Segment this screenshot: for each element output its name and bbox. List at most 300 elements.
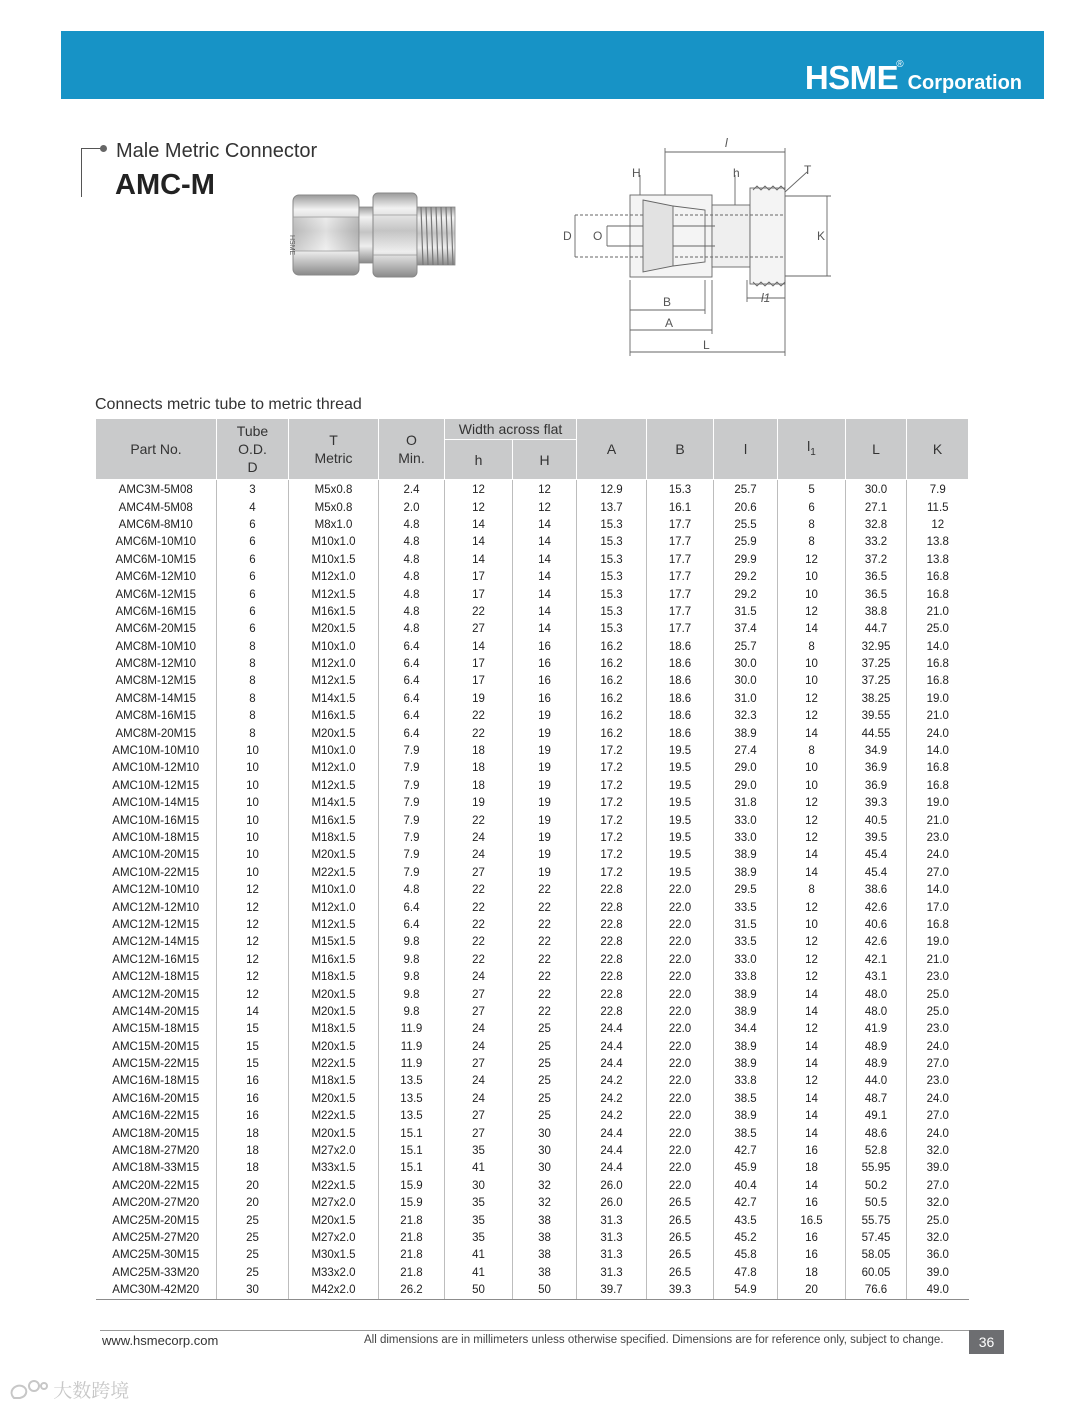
cell-h-big: 25 [513, 1073, 577, 1090]
cell-a: 22.8 [577, 934, 647, 951]
cell-o-min: 15.1 [379, 1160, 445, 1177]
table-row [96, 952, 969, 969]
cell-tube-od: 10 [217, 830, 289, 847]
footer-url[interactable]: www.hsmecorp.com [102, 1333, 219, 1348]
cell-L: 55.75 [846, 1212, 907, 1229]
cell-L: 76.6 [846, 1282, 907, 1300]
cell-L: 50.5 [846, 1195, 907, 1212]
cell-h-big: 22 [513, 899, 577, 916]
cell-h-big: 22 [513, 934, 577, 951]
col-header-h-big: H [513, 440, 577, 480]
cell-tube-od: 8 [217, 691, 289, 708]
cell-part-no: AMC12M-20M15 [96, 986, 217, 1003]
table-row [96, 778, 969, 795]
cell-h-small: 14 [445, 534, 513, 551]
cell-t-metric: M10x1.0 [289, 882, 379, 899]
cell-part-no: AMC10M-16M15 [96, 812, 217, 829]
cell-h-small: 17 [445, 656, 513, 673]
cell-L: 49.1 [846, 1108, 907, 1125]
cell-L: 39.3 [846, 795, 907, 812]
cell-o-min: 6.4 [379, 656, 445, 673]
cell-part-no: AMC10M-12M15 [96, 778, 217, 795]
cell-a: 16.2 [577, 639, 647, 656]
table-row [96, 1091, 969, 1108]
cell-o-min: 9.8 [379, 969, 445, 986]
cell-b: 26.5 [647, 1212, 714, 1229]
cell-L: 60.05 [846, 1265, 907, 1282]
cell-t-metric: M16x1.5 [289, 604, 379, 621]
cell-part-no: AMC15M-20M15 [96, 1039, 217, 1056]
cell-h-big: 19 [513, 778, 577, 795]
cell-tube-od: 12 [217, 952, 289, 969]
cell-k: 32.0 [926, 1145, 949, 1158]
table-row [96, 1073, 969, 1090]
cell-k: 16.8 [926, 779, 949, 792]
cell-part-no: AMC12M-18M15 [96, 969, 217, 986]
cell-h-big: 22 [513, 952, 577, 969]
cell-a: 15.3 [577, 604, 647, 621]
cell-l1: 16 [778, 1230, 846, 1247]
cell-l: 43.5 [714, 1212, 778, 1229]
table-row [96, 1056, 969, 1073]
cell-o-min: 13.5 [379, 1108, 445, 1125]
cell-l1: 12 [778, 708, 846, 725]
cell-o-min: 11.9 [379, 1021, 445, 1038]
cell-tube-od: 6 [217, 552, 289, 569]
cell-tube-od: 16 [217, 1073, 289, 1090]
cell-k: 25.0 [926, 1005, 949, 1018]
col-header-width-across-flat: Width across flat [445, 419, 577, 440]
cell-l: 33.8 [714, 969, 778, 986]
cell-L: 45.4 [846, 865, 907, 882]
cell-h-big: 14 [513, 534, 577, 551]
cell-a: 26.0 [577, 1178, 647, 1195]
cell-h-big: 19 [513, 725, 577, 742]
table-row [96, 1160, 969, 1177]
cell-a: 31.3 [577, 1230, 647, 1247]
table-row [96, 604, 969, 621]
cell-part-no: AMC18M-33M15 [96, 1160, 217, 1177]
cell-l: 34.4 [714, 1021, 778, 1038]
cell-k: 19.0 [926, 797, 949, 810]
cell-b: 26.5 [647, 1195, 714, 1212]
cell-t-metric: M14x1.5 [289, 795, 379, 812]
cell-k: 16.8 [926, 588, 949, 601]
cell-l1: 10 [778, 586, 846, 603]
cell-k: 25.0 [926, 1214, 949, 1227]
table-row [96, 1125, 969, 1142]
table-row [96, 1178, 969, 1195]
cell-o-min: 26.2 [379, 1282, 445, 1300]
cell-part-no: AMC15M-18M15 [96, 1021, 217, 1038]
cell-o-min: 15.1 [379, 1125, 445, 1142]
cell-h-small: 19 [445, 795, 513, 812]
cell-o-min: 7.9 [379, 865, 445, 882]
cell-part-no: AMC8M-16M15 [96, 708, 217, 725]
cell-l1: 12 [778, 812, 846, 829]
cell-part-no: AMC12M-16M15 [96, 952, 217, 969]
cell-L: 32.8 [846, 517, 907, 534]
cell-tube-od: 8 [217, 656, 289, 673]
cell-a: 22.8 [577, 917, 647, 934]
dim-label-D: D [563, 229, 572, 243]
cell-b: 15.3 [647, 480, 714, 500]
cell-tube-od: 6 [217, 517, 289, 534]
cell-a: 22.8 [577, 882, 647, 899]
cell-b: 26.5 [647, 1265, 714, 1282]
cell-h-small: 22 [445, 952, 513, 969]
cell-b: 22.0 [647, 1039, 714, 1056]
product-name: Male Metric Connector [116, 140, 318, 162]
cell-t-metric: M20x1.5 [289, 1125, 379, 1142]
page-number: 36 [969, 1330, 1004, 1354]
cell-b: 22.0 [647, 1021, 714, 1038]
cell-l1: 5 [778, 480, 846, 500]
cell-a: 15.3 [577, 621, 647, 638]
title-bracket [81, 148, 104, 197]
cell-o-min: 6.4 [379, 639, 445, 656]
table-row [96, 1265, 969, 1282]
cell-a: 15.3 [577, 569, 647, 586]
header-bar [61, 31, 1044, 99]
cell-tube-od: 6 [217, 586, 289, 603]
cell-l: 38.9 [714, 847, 778, 864]
cell-l: 31.8 [714, 795, 778, 812]
cell-b: 18.6 [647, 673, 714, 690]
cell-l1: 10 [778, 673, 846, 690]
cell-h-small: 22 [445, 725, 513, 742]
cell-part-no: AMC25M-33M20 [96, 1265, 217, 1282]
cell-a: 22.8 [577, 1004, 647, 1021]
cell-l: 45.8 [714, 1247, 778, 1264]
cell-h-small: 27 [445, 1108, 513, 1125]
cell-part-no: AMC10M-20M15 [96, 847, 217, 864]
cell-t-metric: M33x2.0 [289, 1265, 379, 1282]
cell-o-min: 15.1 [379, 1143, 445, 1160]
cell-L: 38.25 [846, 691, 907, 708]
cell-l1: 12 [778, 830, 846, 847]
cell-o-min: 4.8 [379, 882, 445, 899]
cell-l: 30.0 [714, 673, 778, 690]
cell-tube-od: 6 [217, 604, 289, 621]
cell-o-min: 4.8 [379, 569, 445, 586]
cell-part-no: AMC15M-22M15 [96, 1056, 217, 1073]
cell-L: 37.25 [846, 656, 907, 673]
table-row [96, 795, 969, 812]
cell-h-big: 32 [513, 1195, 577, 1212]
cell-o-min: 6.4 [379, 917, 445, 934]
cell-l: 25.7 [714, 639, 778, 656]
cell-l: 31.5 [714, 917, 778, 934]
cell-L: 44.7 [846, 621, 907, 638]
cell-tube-od: 6 [217, 621, 289, 638]
cell-part-no: AMC3M-5M08 [96, 480, 217, 500]
cell-h-big: 25 [513, 1021, 577, 1038]
cell-t-metric: M10x1.5 [289, 552, 379, 569]
cell-h-small: 18 [445, 778, 513, 795]
table-row [96, 1212, 969, 1229]
cell-k: 39.0 [926, 1266, 949, 1279]
cell-a: 39.7 [577, 1282, 647, 1300]
cell-t-metric: M12x1.5 [289, 673, 379, 690]
cell-part-no: AMC6M-20M15 [96, 621, 217, 638]
cell-L: 40.6 [846, 917, 907, 934]
cell-l: 25.9 [714, 534, 778, 551]
cell-o-min: 4.8 [379, 604, 445, 621]
cell-o-min: 11.9 [379, 1056, 445, 1073]
cell-b: 22.0 [647, 1073, 714, 1090]
cell-k: 23.0 [926, 1023, 949, 1036]
table-row [96, 847, 969, 864]
l1-sub: 1 [810, 446, 816, 458]
cell-part-no: AMC30M-42M20 [96, 1282, 217, 1300]
cell-o-min: 15.9 [379, 1195, 445, 1212]
cell-L: 50.2 [846, 1178, 907, 1195]
cell-h-big: 22 [513, 917, 577, 934]
cell-a: 15.3 [577, 586, 647, 603]
table-row [96, 586, 969, 603]
cell-b: 19.5 [647, 795, 714, 812]
cell-k: 24.0 [926, 1092, 949, 1105]
cell-l1: 14 [778, 847, 846, 864]
cell-part-no: AMC16M-22M15 [96, 1108, 217, 1125]
cell-k: 21.0 [926, 605, 949, 618]
cell-h-big: 38 [513, 1212, 577, 1229]
cell-k: 24.0 [926, 1040, 949, 1053]
cell-part-no: AMC10M-10M10 [96, 743, 217, 760]
cell-t-metric: M22x1.5 [289, 1108, 379, 1125]
cell-t-metric: M33x1.5 [289, 1160, 379, 1177]
cell-k: 16.8 [926, 762, 949, 775]
cell-h-small: 41 [445, 1265, 513, 1282]
cell-part-no: AMC12M-10M10 [96, 882, 217, 899]
dim-label-l1: l1 [761, 291, 771, 305]
cell-t-metric: M27x2.0 [289, 1143, 379, 1160]
cell-b: 22.0 [647, 1125, 714, 1142]
cell-part-no: AMC8M-10M10 [96, 639, 217, 656]
cell-t-metric: M20x1.5 [289, 1091, 379, 1108]
cell-k: 24.0 [926, 727, 949, 740]
table-row [96, 882, 969, 899]
cell-l1: 14 [778, 621, 846, 638]
cell-h-big: 50 [513, 1282, 577, 1300]
cell-b: 26.5 [647, 1247, 714, 1264]
cell-part-no: AMC6M-16M15 [96, 604, 217, 621]
cell-tube-od: 20 [217, 1178, 289, 1195]
cell-a: 24.4 [577, 1160, 647, 1177]
table-caption: Connects metric tube to metric thread [95, 396, 362, 413]
col-header-l1 [778, 419, 846, 480]
cell-k: 25.0 [926, 623, 949, 636]
cell-o-min: 6.4 [379, 691, 445, 708]
cell-o-min: 21.8 [379, 1212, 445, 1229]
product-code: AMC-M [115, 169, 215, 201]
cell-part-no: AMC16M-18M15 [96, 1073, 217, 1090]
table-row [96, 639, 969, 656]
cell-h-big: 19 [513, 795, 577, 812]
cell-o-min: 21.8 [379, 1230, 445, 1247]
cell-a: 15.3 [577, 534, 647, 551]
cell-l: 31.5 [714, 604, 778, 621]
cell-k: 14.0 [926, 640, 949, 653]
cell-tube-od: 10 [217, 795, 289, 812]
cell-t-metric: M18x1.5 [289, 1021, 379, 1038]
cell-tube-od: 8 [217, 673, 289, 690]
cell-t-metric: M16x1.5 [289, 708, 379, 725]
cell-L: 30.0 [846, 480, 907, 500]
cell-a: 24.4 [577, 1125, 647, 1142]
cell-tube-od: 12 [217, 986, 289, 1003]
table-row [96, 1230, 969, 1247]
cell-l: 33.0 [714, 830, 778, 847]
cell-h-big: 22 [513, 882, 577, 899]
cell-k: 23.0 [926, 971, 949, 984]
cell-l1: 12 [778, 952, 846, 969]
cell-tube-od: 12 [217, 917, 289, 934]
cell-l: 29.9 [714, 552, 778, 569]
cell-tube-od: 18 [217, 1160, 289, 1177]
table-row [96, 708, 969, 725]
cell-k: 25.0 [926, 988, 949, 1001]
cell-k: 17.0 [926, 901, 949, 914]
cell-part-no: AMC8M-20M15 [96, 725, 217, 742]
cell-h-small: 17 [445, 673, 513, 690]
cell-l1: 12 [778, 934, 846, 951]
title-bullet [100, 145, 107, 152]
cell-a: 17.2 [577, 795, 647, 812]
cell-h-small: 24 [445, 1073, 513, 1090]
watermark [8, 1376, 129, 1403]
cell-b: 22.0 [647, 882, 714, 899]
cell-L: 48.7 [846, 1091, 907, 1108]
cell-b: 26.5 [647, 1230, 714, 1247]
cell-t-metric: M20x1.5 [289, 847, 379, 864]
cell-l1: 14 [778, 986, 846, 1003]
cell-k: 12 [931, 518, 945, 531]
cell-k: 27.0 [926, 1179, 949, 1192]
table-row [96, 865, 969, 882]
cell-part-no: AMC8M-12M10 [96, 656, 217, 673]
cell-L: 41.9 [846, 1021, 907, 1038]
cell-l: 38.9 [714, 1039, 778, 1056]
cell-b: 22.0 [647, 917, 714, 934]
table-row [96, 969, 969, 986]
cell-part-no: AMC18M-27M20 [96, 1143, 217, 1160]
cell-l1: 14 [778, 865, 846, 882]
cell-L: 48.0 [846, 986, 907, 1003]
cell-k: 32.0 [926, 1231, 949, 1244]
cell-tube-od: 12 [217, 882, 289, 899]
cell-tube-od: 25 [217, 1247, 289, 1264]
cell-h-big: 14 [513, 586, 577, 603]
cell-h-small: 24 [445, 969, 513, 986]
cell-l: 38.9 [714, 986, 778, 1003]
cell-l1: 14 [778, 1178, 846, 1195]
cell-l1: 8 [778, 639, 846, 656]
cell-l: 33.5 [714, 934, 778, 951]
cell-k: 14.0 [926, 884, 949, 897]
t-header-line2: Metric [314, 450, 353, 466]
cell-t-metric: M18x1.5 [289, 1073, 379, 1090]
cell-h-small: 35 [445, 1195, 513, 1212]
brand-logo [805, 59, 1022, 97]
cell-l1: 16 [778, 1195, 846, 1212]
cell-L: 36.5 [846, 569, 907, 586]
cell-l1: 14 [778, 1091, 846, 1108]
cell-tube-od: 3 [217, 480, 289, 500]
cell-l1: 10 [778, 656, 846, 673]
cell-L: 33.2 [846, 534, 907, 551]
cell-l1: 12 [778, 552, 846, 569]
cell-l1: 16 [778, 1247, 846, 1264]
cell-h-big: 38 [513, 1247, 577, 1264]
cell-L: 38.8 [846, 604, 907, 621]
cell-o-min: 7.9 [379, 830, 445, 847]
cell-t-metric: M20x1.5 [289, 1212, 379, 1229]
cell-b: 22.0 [647, 899, 714, 916]
cell-h-small: 12 [445, 480, 513, 500]
table-row [96, 552, 969, 569]
cell-b: 19.5 [647, 865, 714, 882]
cell-h-big: 12 [513, 499, 577, 516]
cell-a: 24.4 [577, 1143, 647, 1160]
cell-l: 29.2 [714, 569, 778, 586]
brand-name: HSME [804, 59, 899, 96]
cell-t-metric: M20x1.5 [289, 1004, 379, 1021]
dim-label-l: l [725, 136, 728, 150]
cell-h-big: 14 [513, 569, 577, 586]
cell-part-no: AMC6M-12M10 [96, 569, 217, 586]
cell-t-metric: M12x1.5 [289, 586, 379, 603]
cell-L: 55.95 [846, 1160, 907, 1177]
cell-L: 36.9 [846, 760, 907, 777]
cell-h-small: 27 [445, 865, 513, 882]
cell-a: 17.2 [577, 865, 647, 882]
cell-h-small: 22 [445, 934, 513, 951]
cell-part-no: AMC14M-20M15 [96, 1004, 217, 1021]
cell-b: 22.0 [647, 1091, 714, 1108]
cell-h-big: 14 [513, 604, 577, 621]
table-row [96, 986, 969, 1003]
cell-tube-od: 6 [217, 534, 289, 551]
cell-b: 19.5 [647, 847, 714, 864]
cell-a: 17.2 [577, 760, 647, 777]
cell-l1: 10 [778, 760, 846, 777]
cell-h-big: 16 [513, 691, 577, 708]
cell-l1: 8 [778, 743, 846, 760]
cell-L: 37.25 [846, 673, 907, 690]
o-header-line1: O [406, 432, 417, 448]
cell-k: 27.0 [926, 866, 949, 879]
cell-l1: 8 [778, 882, 846, 899]
cell-tube-od: 10 [217, 760, 289, 777]
cell-o-min: 7.9 [379, 795, 445, 812]
cell-l1: 12 [778, 691, 846, 708]
cell-h-big: 16 [513, 673, 577, 690]
cell-tube-od: 6 [217, 569, 289, 586]
cell-o-min: 7.9 [379, 812, 445, 829]
cell-o-min: 21.8 [379, 1247, 445, 1264]
cell-h-big: 25 [513, 1056, 577, 1073]
table-row [96, 1021, 969, 1038]
cell-l1: 10 [778, 917, 846, 934]
cell-part-no: AMC12M-12M10 [96, 899, 217, 916]
cell-a: 24.2 [577, 1091, 647, 1108]
table-row [96, 725, 969, 742]
cell-b: 22.0 [647, 1143, 714, 1160]
footer-divider [100, 1330, 970, 1331]
cell-a: 22.8 [577, 952, 647, 969]
